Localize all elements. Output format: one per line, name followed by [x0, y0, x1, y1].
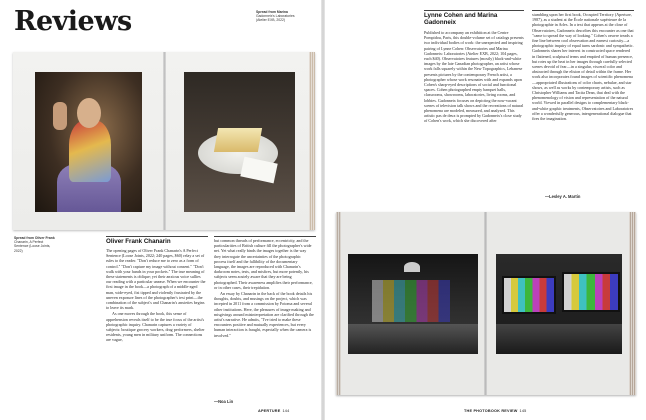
- column-rule: [214, 236, 316, 237]
- column-rule-right: [532, 10, 634, 11]
- caption-gadonneix: Spread from Marina Gadonneix's Laboratories (Atelier EXB, 2022): [256, 10, 295, 23]
- footer-right: THE PHOTOBOOK REVIEW 145: [464, 409, 527, 413]
- caption-chanarin: Spread from Oliver Frank Chanarin, A Perfect Sentence (Loose Joints, 2022): [14, 236, 55, 253]
- studio-photo-left: [348, 254, 478, 354]
- review-column-4: stumbling upon her first book, Occupied Territory (Aperture, 1987), as a student at the École nationale supérieure de la photographie in Arles. In a text that appears at the close of Observatoires, Gadonneix describes this encounter as one that "came to spread the way of looking." Cohen's oeuvre treads a fine line between cool observation and earnest curiosity—a photographic inquiry of equal turns sardonic and sympathetic. Gadonneix shares her interest in constructed space rendered in flattened, sculptural terms and emptied of human presence, but rotes up the heat in her images through carefully selected scenes devoid of fear—in a singular, visceral color and abstracted through the elision of detail within the frame. Her work also incorporates found images of scientific phenomena—appropriated illustrations of color charts, nebulae, and star shows, as well as works by contemporary artists, such as Christopher Williams and Tacita Dean, that deal with the phenomenology of vision and representation of the natural world. Viewed in parallel designs to complementary black-and-white graphic treatments, Observatoires and Laboratoires offer a wonderfully generous, intergenerational dialogue that fires the imagination.: [532, 12, 634, 122]
- review-heading-chanarin: Oliver Frank Chanarin: [106, 238, 171, 245]
- spread-photo-gadonneix: [336, 212, 636, 395]
- book-gutter: [321, 0, 325, 420]
- still-life-photo: [184, 72, 295, 212]
- footer-left: APERTURE 144: [258, 409, 290, 413]
- review-heading-cohen: Lynne Cohen and Marina Gadonneix: [424, 12, 498, 26]
- studio-photo-right: [496, 254, 622, 354]
- page-edge: [309, 52, 315, 230]
- review-column-1: The opening pages of Oliver Frank Chanarin's A Perfect Sentence (Loose Joints, 2022; 240 pages, $60) relay a set of rules to the reader. "Don't reduce me to zero as a form of control." "Don't capture my image without consent." "Don't walk with your hands in your pockets." The true meaning of these statements is oblique; yet their anxious voice sullies our reading with a particular unease. When we encounter the first image in the book—a photograph of a middle-aged man, wide-eyed, fist tipped and violently frustrated by the uneven exposure lines of the photographer's test print—the combination of the subject's and Chanarin's anxieties begins to leave its mark. As one moves through the book, this sense of apprehension reveals itself to be the true focus of the artist's photographic inquiry. Chanarin captures a variety of subjects: boutique grocery workers, drag performers, shelter residents, young men in military uniform. The connections are vague,: [106, 248, 206, 343]
- review-column-3: Published to accompany an exhibition at the Centre Pompidou, Paris, this double-volume set of catalogs presents two individual bodies of work: the unexpected and inspiring pairing of Lynne Cohen: Observatories and Marina Gadonneix: Laboratories (Atelier EXB, 2022; 104 pages, each $40). Observatoires features (mostly) black-and-white images by the late Canadian photographer, an artist whose work falls squarely within the New Topographics, Lebanese presents pictures by the contemporary French artist, a photographer whose work resonates with and expands upon Cohen's sharp-eyed descriptions of social and functional spaces. Cohen photographed empty banquet halls, classrooms, showrooms, laboratories, living rooms, and lobbies. Gadonneix focuses on depicting the now-vacant scenes of television talk shows and the recreations of natural phenomena are modeled, measured, and analyzed. This artistic pas de deux is prompted by Gadonneix's close study of Cohen's work, which she discovered after: [424, 30, 524, 124]
- book-spine-2: [484, 212, 487, 395]
- signoff-cohen: —Lesley A. Martin: [545, 194, 581, 199]
- heading-rule: [106, 236, 208, 237]
- signoff-chanarin: —Noa Lin: [214, 399, 234, 404]
- heading-rule-right: [424, 10, 524, 11]
- spread-photo-chanarin: [13, 52, 315, 230]
- portrait-photo: [35, 72, 142, 212]
- book-spine: [163, 52, 166, 230]
- section-title: Reviews: [14, 6, 132, 37]
- review-column-2: but common threads of performance, eccentricity, and the particularities of British culture fill the photographer's wide net. Yet what really binds the images together is the way they interrogate the uncertainties of the photographic process itself and the fallibility of the documentary language, the images are reproduced with Chanarin's darkroom notes, tests, and misfires, but more potently, his subjects seem acutely aware that they are being photographed. Their awareness amplifies their performance, or in other cases, their trepidation. An essay by Chanarin in the back of the book details his thoughts, doubts, and musings on the project, which was incepted in 2011 from a commission by Fotoma and several other institutions. Here, the pleasures of image making and misgivings around misinterpretation are clarified through the artist's narrative. He admits, "I've tried to make these encounters positive and mutually experiences, but every human interaction is fraught, especially when the camera is involved.": [214, 238, 314, 338]
